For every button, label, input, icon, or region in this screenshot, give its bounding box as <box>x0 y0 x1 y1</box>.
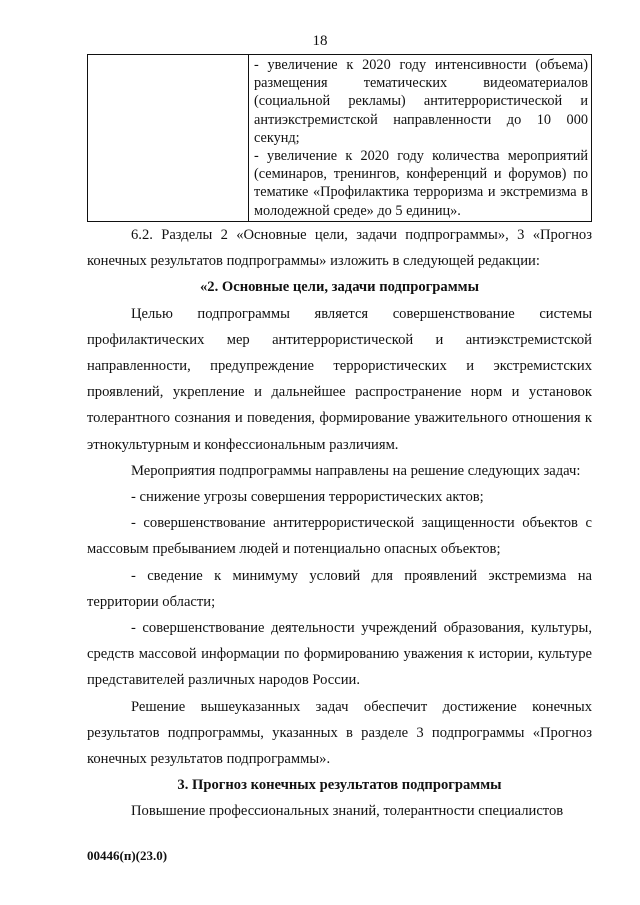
table-right-cell <box>249 55 592 222</box>
table-item-events: - увеличение к 2020 году количества мероприятий (семинаров, тренингов, конференций и форумов) по тематике «Профилактика терроризма и экстремизма в молодежной среде» до 5 единиц». <box>254 148 588 219</box>
table-item-video-materials: - увеличение к 2020 году интенсивности (объема) размещения тематических видеоматериалов (социальной рекламы) антитеррористической и антиэкстремистской направленности до 10 000 секунд; <box>254 57 588 146</box>
heading-section-2: «2. Основные цели, задачи подпрограммы <box>200 279 479 296</box>
goal-paragraph: Целью подпрограммы является совершенствование системы профилактических мер антитеррористической и антиэкстремистской направленности, предупреждение террористических и экстремистских проявлений, укрепление и дальнейшее распространение норм и установок толерантного сознания и поведения, формирование уважительного отношения к этнокультурным и конфессиональным различиям. <box>87 305 592 453</box>
table-row <box>88 55 592 222</box>
last-paragraph: Повышение профессиональных знаний, толерантности специалистов <box>131 803 564 820</box>
list-item: - сведение к минимуму условий для проявлений экстремизма на территории области; <box>87 567 592 610</box>
table-left-cell <box>88 55 249 222</box>
list-item: - снижение угрозы совершения террористических актов; <box>131 489 484 506</box>
document-body <box>87 222 592 825</box>
list-item: - совершенствование антитеррористической защищенности объектов с массовым пребыванием людей и потенциально опасных объектов; <box>87 515 592 558</box>
result-paragraph: Решение вышеуказанных задач обеспечит достижение конечных результатов подпрограммы, указанных в разделе 3 подпрограммы «Прогноз конечных результатов подпрограммы». <box>87 698 592 768</box>
tasks-intro: Мероприятия подпрограммы направлены на решение следующих задач: <box>131 462 581 479</box>
continuation-table <box>87 54 592 222</box>
list-item: - совершенствование деятельности учреждений образования, культуры, средств массовой информации по формированию уважения к истории, культуре представителей различных народов России. <box>87 620 592 689</box>
page-number: 18 <box>312 33 328 49</box>
section-intro: 6.2. Разделы 2 «Основные цели, задачи подпрограммы», 3 «Прогноз конечных результатов подпрограммы» изложить в следующей редакции: <box>87 227 592 270</box>
document-code: 00446(п)(23.0) <box>87 848 168 863</box>
heading-section-3: 3. Прогноз конечных результатов подпрограммы <box>177 777 502 794</box>
